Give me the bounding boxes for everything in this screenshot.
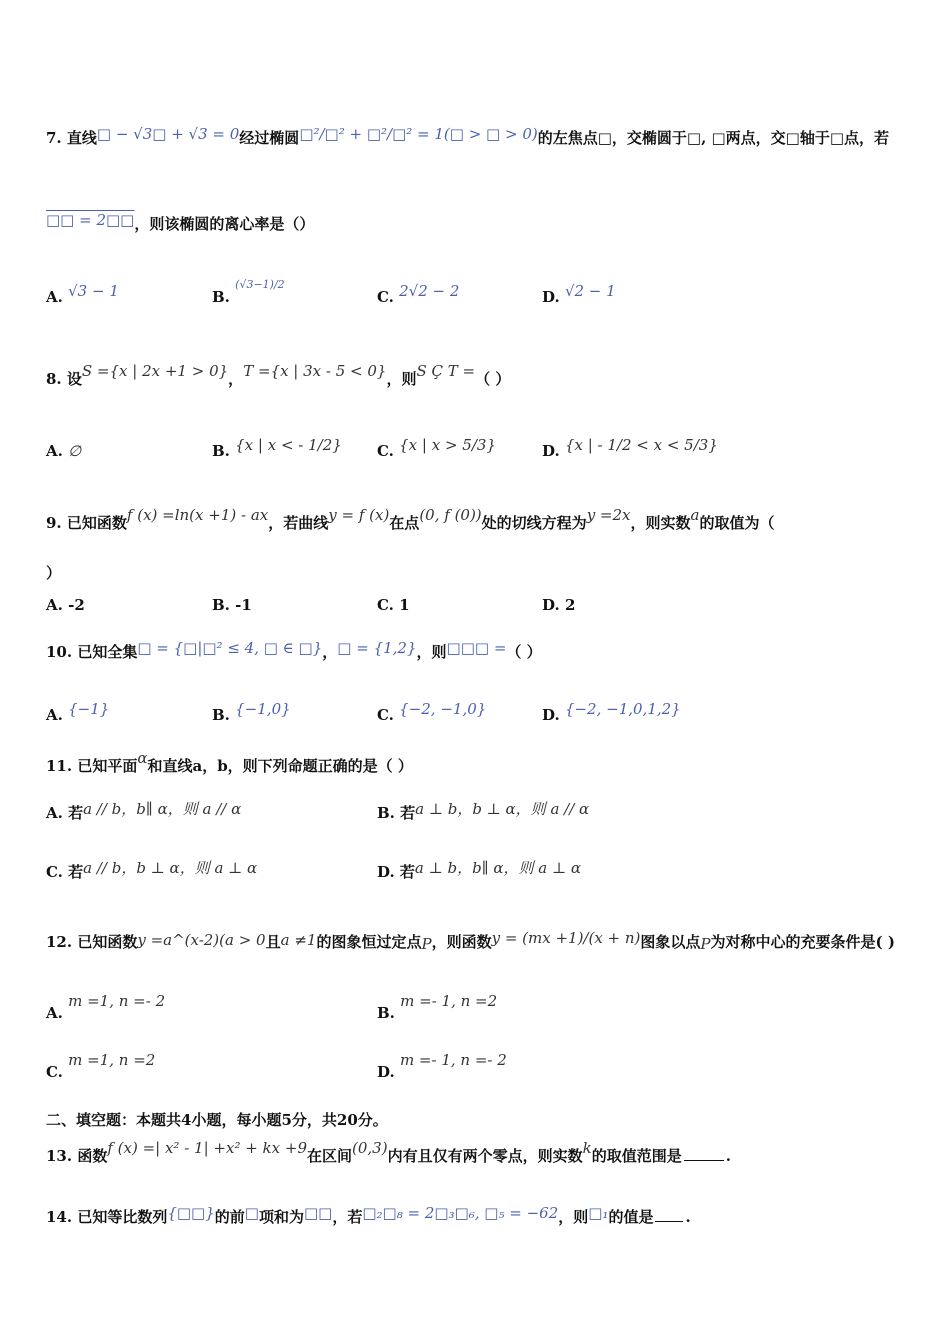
q8-text-a: 8. 设	[46, 370, 82, 388]
question-9-cont	[46, 563, 920, 583]
q14-text-e: ，则	[558, 1208, 589, 1226]
q7-line-equation: □ − √3□ + √3 = 0	[96, 125, 240, 143]
q8-intersection: S Ç T =	[416, 362, 476, 380]
q13-var-k: k	[582, 1139, 592, 1157]
q12-option-d: D. m =- 1, n =- 2	[377, 1051, 507, 1081]
q14-text-f: 的值是	[608, 1208, 654, 1226]
q13-function: f (x) =| x² - 1| +x² + kx +9	[107, 1139, 307, 1157]
q13-answer-blank[interactable]	[684, 1160, 724, 1161]
q9-text-a: 9. 已知函数	[46, 514, 127, 532]
q7-text-b: 经过椭圆	[239, 129, 300, 147]
q9-option-d: D. 2	[542, 596, 576, 614]
q7-vector-condition: □□ = 2□□	[46, 211, 135, 229]
question-13	[46, 1139, 920, 1166]
q12-text-a: 12. 已知函数	[46, 933, 138, 951]
q10-text-c: ，则	[416, 643, 447, 661]
q8-text-c: （ ）	[475, 370, 511, 388]
q14-sequence: {□□}	[167, 1204, 215, 1222]
q7-option-b: B. $^{(√3-1)/2}$	[212, 278, 285, 306]
question-7-cont	[46, 211, 920, 234]
q13-text-c: 内有且仅有两个零点，则实数	[387, 1147, 583, 1165]
q10-text-d: （ ）	[506, 643, 542, 661]
q14-a1: □₁	[588, 1204, 609, 1222]
q14-n: □	[244, 1204, 259, 1222]
q8-set-s: S ={x | 2x +1 > 0}	[81, 362, 229, 380]
q7-option-c: C. 2√2 − 2	[377, 282, 460, 306]
q12-text-c: 的图象恒过定点	[316, 933, 422, 951]
q7-text-a: 7. 直线	[46, 129, 97, 147]
q8-text-b: ，则	[386, 370, 417, 388]
q13-text-b: 在区间	[307, 1147, 353, 1165]
q10-universal-set: □ = {□|□² ≤ 4, □ ∈ □}	[137, 639, 323, 657]
q8-comma: ，	[228, 370, 244, 388]
q14-text-c: 项和为	[258, 1208, 304, 1226]
q10-set: □ = {1,2}	[337, 639, 417, 657]
q12-text-d: ，则函数	[431, 933, 492, 951]
q12-rational-function: y = (mx +1)/(x + n)	[491, 929, 641, 947]
question-14	[46, 1204, 920, 1227]
q9-text-e: ，则实数	[630, 514, 691, 532]
q9-var-a: a	[690, 506, 700, 524]
q9-text-c: 在点	[389, 514, 420, 532]
q7-option-a: A. √3 − 1	[46, 282, 119, 306]
q9-function: f (x) =ln(x +1) - ax	[126, 506, 269, 524]
q10-option-b: B. {−1,0}	[212, 700, 291, 724]
q14-text-b: 的前	[214, 1208, 245, 1226]
q9-option-b: B. -1	[212, 596, 252, 614]
question-12	[46, 929, 920, 953]
q11-option-c: C. 若a // b，b ⊥ α，则 a ⊥ α	[46, 859, 258, 881]
q12-text-b: 且	[265, 933, 281, 951]
q11-option-b: B. 若a ⊥ b，b ⊥ α，则 a // α	[377, 800, 590, 822]
q14-condition: □₂□₈ = 2□₃□₆, □₅ = −62	[362, 1204, 559, 1222]
q9-curve: y = f (x)	[328, 506, 390, 524]
q8-set-t: T ={x | 3x - 5 < 0}	[243, 362, 387, 380]
q10-option-a: A. {−1}	[46, 700, 110, 724]
q11-alpha: α	[137, 749, 148, 767]
q9-text-g: ）	[46, 564, 62, 582]
q14-answer-blank[interactable]	[655, 1221, 683, 1222]
q14-text-a: 14. 已知等比数列	[46, 1208, 168, 1226]
q8-option-d: D. {x | - 1/2 < x < 5/3}	[542, 436, 718, 460]
question-8	[46, 362, 920, 389]
q8-option-c: C. {x | x > 5/3}	[377, 436, 496, 460]
q12-option-b: B. m =- 1, n =2	[377, 992, 498, 1022]
q10-option-c: C. {−2, −1,0}	[377, 700, 487, 724]
q10-option-d: D. {−2, −1,0,1,2}	[542, 700, 681, 724]
q7-ellipse-equation: □²/□² + □²/□² = 1(□ > □ > 0)	[299, 125, 538, 143]
q12-condition: a ≠1	[280, 931, 317, 949]
q11-text-b: 和直线a，b，则下列命题正确的是（ ）	[147, 757, 413, 775]
q14-sum: □□	[303, 1204, 333, 1222]
q10-text-b: ，	[322, 643, 338, 661]
q12-option-a: A. m =1, n =- 2	[46, 992, 166, 1022]
q13-interval: (0,3)	[352, 1139, 388, 1157]
q9-point: (0, f (0))	[419, 506, 482, 524]
q7-text-d: ，则该椭圆的离心率是（）	[134, 215, 315, 233]
q7-option-d: D. √2 − 1	[542, 282, 616, 306]
q8-option-b: B. {x | x < - 1/2}	[212, 436, 342, 460]
q8-option-a: A. ∅	[46, 442, 82, 460]
q11-option-d: D. 若a ⊥ b，b∥ α，则 a ⊥ α	[377, 859, 582, 881]
q14-text-d: ，若	[332, 1208, 363, 1226]
q13-text-a: 13. 函数	[46, 1147, 108, 1165]
question-10	[46, 639, 920, 662]
q12-text-f: 为对称中心的充要条件是( )	[710, 933, 895, 951]
q12-point-p2: P	[700, 935, 711, 953]
q9-option-c: C. 1	[377, 596, 410, 614]
q11-option-a: A. 若a // b，b∥ α，则 a // α	[46, 800, 242, 822]
q12-exp-function: y =a^(x-2)(a > 0	[137, 931, 266, 949]
q10-complement: □□□ =	[446, 639, 507, 657]
q9-text-d: 处的切线方程为	[481, 514, 587, 532]
q11-text-a: 11. 已知平面	[46, 757, 138, 775]
question-9	[46, 506, 920, 533]
q13-text-d: 的取值范围是	[591, 1147, 682, 1165]
q13-text-e: .	[725, 1147, 731, 1165]
question-11	[46, 749, 920, 776]
q9-text-b: ，若曲线	[268, 514, 329, 532]
q12-option-c: C. m =1, n =2	[46, 1051, 156, 1081]
q9-option-a: A. -2	[46, 596, 85, 614]
q10-text-a: 10. 已知全集	[46, 643, 138, 661]
question-7	[46, 125, 920, 148]
q9-text-f: 的取值为（	[699, 514, 775, 532]
q14-text-g: .	[685, 1208, 691, 1226]
q12-text-e: 图象以点	[640, 933, 701, 951]
q7-text-c: 的左焦点□，交椭圆于□, □两点，交□轴于□点，若	[537, 129, 890, 147]
q9-tangent: y =2x	[586, 506, 631, 524]
section-2-heading: 二、填空题：本题共4小题，每小题5分，共20分。	[46, 1111, 388, 1129]
q12-point-p: P	[421, 935, 432, 953]
